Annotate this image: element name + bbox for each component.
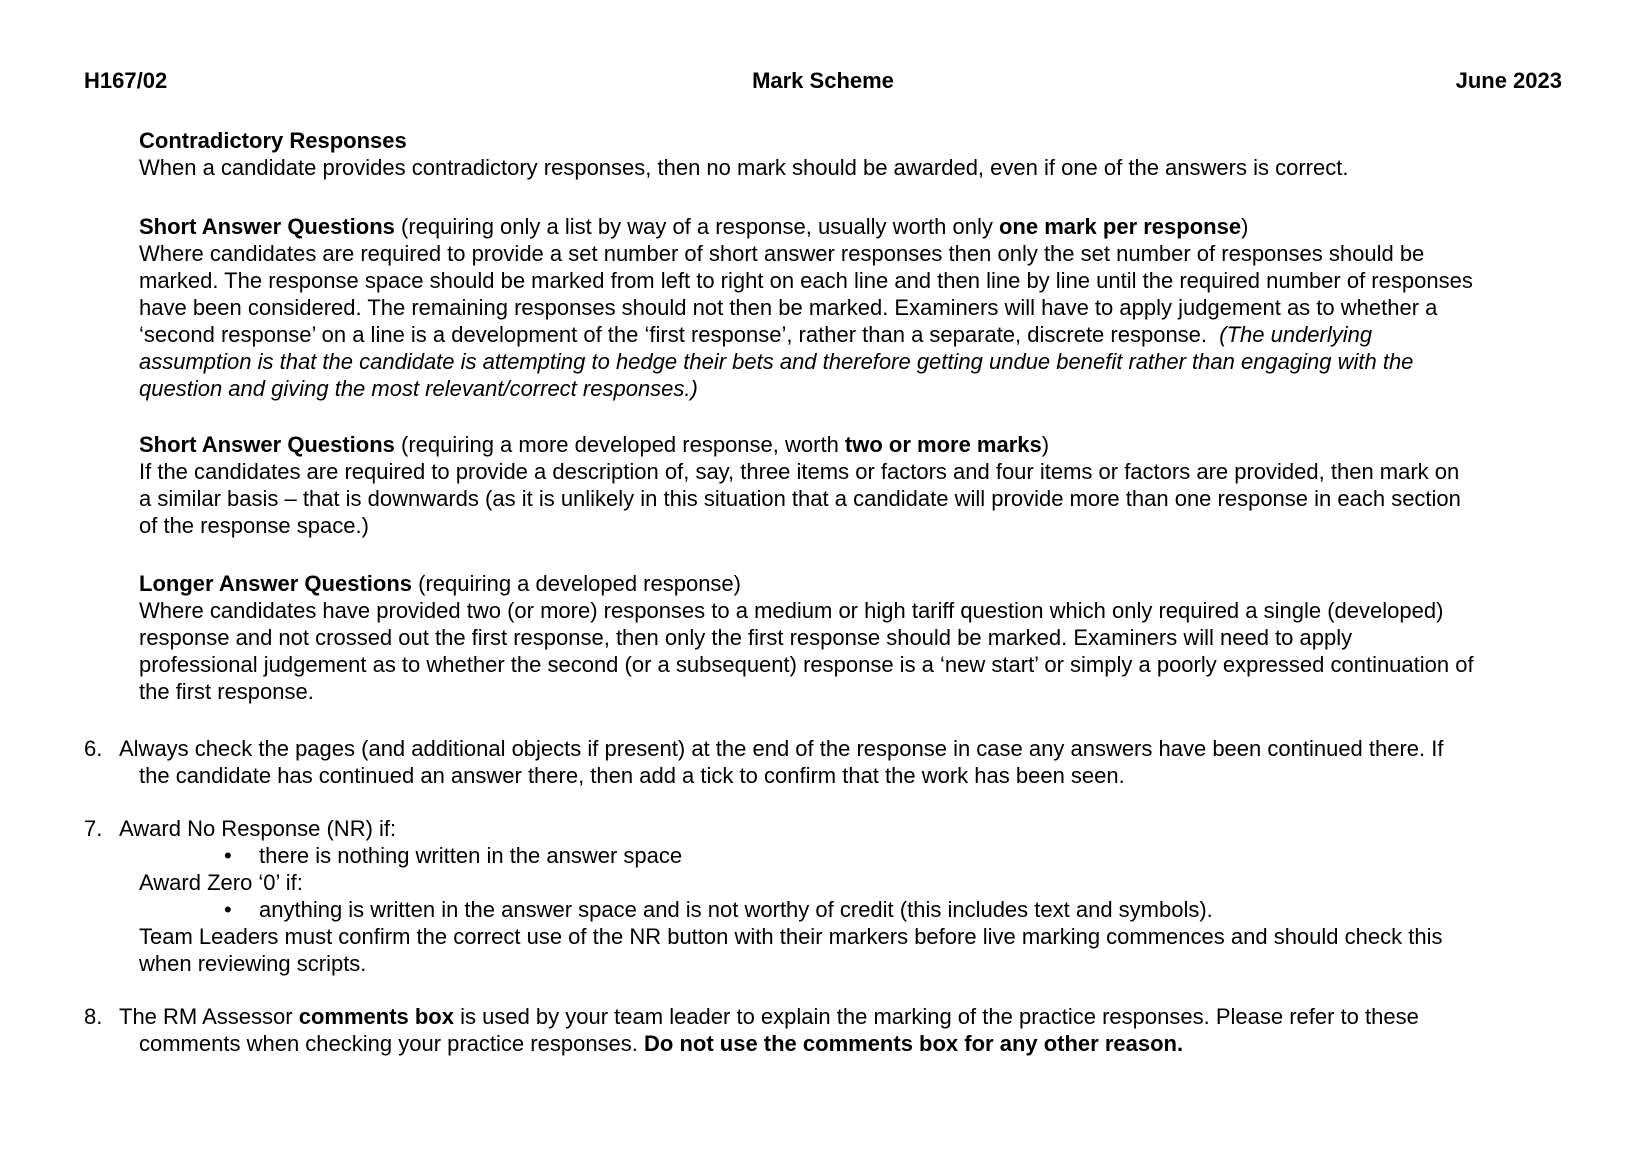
- item-number: 7.: [84, 816, 103, 841]
- longer-answer-section: [139, 570, 1569, 705]
- paragraph-line: the candidate has continued an answer there, then add a tick to confirm that the work has been seen.: [139, 763, 1125, 788]
- bullet-item: • there is nothing written in the answer space: [224, 843, 683, 868]
- item-number: 6.: [84, 736, 103, 761]
- paragraph-line: the first response.: [139, 679, 314, 704]
- paragraph-line: a similar basis – that is downwards (as it is unlikely in this situation that a candidate will provide more than one response in each section: [139, 486, 1461, 511]
- paragraph-line: Award No Response (NR) if:: [119, 816, 397, 841]
- exam-date: June 2023: [1455, 68, 1562, 93]
- paragraph-line: Always check the pages (and additional objects if present) at the end of the response in case any answers have been continued there. If: [119, 736, 1444, 761]
- paragraph-line: professional judgement as to whether the second (or a subsequent) response is a ‘new start’ or simply a poorly expressed continuation of: [139, 652, 1474, 677]
- item7-closing: [139, 923, 1569, 977]
- paragraph-line: comments when checking your practice responses. Do not use the comments box for any other reason.: [139, 1031, 1184, 1056]
- section-heading: Short Answer Questions: [139, 432, 395, 457]
- paragraph-line: When a candidate provides contradictory responses, then no mark should be awarded, even if one of the answers is correct.: [139, 155, 1349, 180]
- paragraph-line: have been considered. The remaining responses should not then be marked. Examiners will have to apply judgement as to whether a: [139, 295, 1438, 320]
- item-number: 8.: [84, 1004, 103, 1029]
- section-heading: Longer Answer Questions: [139, 571, 413, 596]
- section-intro: Longer Answer Questions (requiring a developed response): [139, 571, 741, 596]
- paragraph-line: of the response space.): [139, 513, 369, 538]
- bullet-icon: •: [224, 897, 232, 922]
- paragraph-line: assumption is that the candidate is attempting to hedge their bets and therefore getting undue benefit rather than engaging with the: [139, 349, 1414, 374]
- short-answer-list-section: [139, 213, 1569, 402]
- paragraph-line: If the candidates are required to provide a description of, say, three items or factors and four items or factors are provided, then mark on: [139, 459, 1460, 484]
- paragraph-line: when reviewing scripts.: [139, 951, 367, 976]
- numbered-item-8: [84, 1003, 1569, 1057]
- section-heading: Short Answer Questions: [139, 214, 395, 239]
- document-title: Mark Scheme: [752, 68, 894, 93]
- numbered-item-7: [84, 815, 1569, 842]
- paragraph-line: Team Leaders must confirm the correct use of the NR button with their markers before live marking commences and should check this: [139, 924, 1443, 949]
- section-heading: Contradictory Responses: [139, 128, 407, 153]
- paragraph-line: Where candidates have provided two (or more) responses to a medium or high tariff question which only required a single (developed): [139, 598, 1444, 623]
- paragraph-line: question and giving the most relevant/correct responses.): [139, 376, 698, 401]
- bullet-icon: •: [224, 843, 232, 868]
- contradictory-section: [139, 127, 1569, 181]
- paragraph-line: marked. The response space should be marked from left to right on each line and then line by line until the required number of responses: [139, 268, 1473, 293]
- paragraph-line: Award Zero ‘0’ if:: [139, 870, 303, 895]
- numbered-item-6: [84, 735, 1569, 789]
- short-answer-developed-section: [139, 431, 1569, 539]
- section-intro: Short Answer Questions (requiring only a list by way of a response, usually worth only one mark per response): [139, 214, 1249, 239]
- paper-code: H167/02: [84, 68, 168, 93]
- bullet-item: • anything is written in the answer space and is not worthy of credit (this includes text and symbols).: [224, 897, 1213, 922]
- section-intro: Short Answer Questions (requiring a more developed response, worth two or more marks): [139, 432, 1050, 457]
- paragraph-line: ‘second response’ on a line is a development of the ‘first response’, rather than a separate, discrete response. (The underlying: [139, 322, 1373, 347]
- page-header: [84, 68, 1562, 98]
- paragraph-line: Where candidates are required to provide a set number of short answer responses then only the set number of responses should be: [139, 241, 1425, 266]
- paragraph-line: The RM Assessor comments box is used by your team leader to explain the marking of the practice responses. Please refer to these: [119, 1004, 1419, 1029]
- paragraph-line: response and not crossed out the first response, then only the first response should be marked. Examiners will need to apply: [139, 625, 1353, 650]
